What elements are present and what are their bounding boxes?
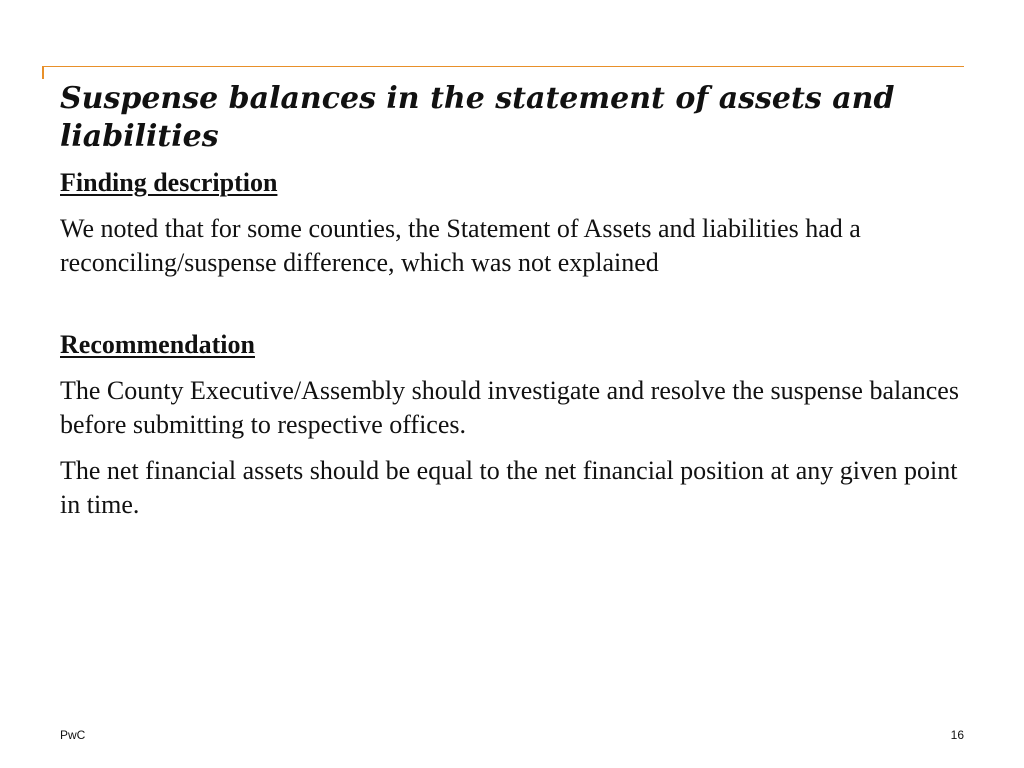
title-corner-tick (42, 66, 44, 79)
recommendation-paragraph: The County Executive/Assembly should investigate and resolve the suspense balances before submitting to respective offices. (60, 376, 959, 439)
recommendation-paragraph: The net financial assets should be equal to the net financial position at any given point in time. (60, 456, 958, 519)
slide-body (60, 166, 980, 522)
page-number: 16 (950, 728, 964, 742)
finding-text: We noted that for some counties, the Statement of Assets and liabilities had a reconciling/suspense difference, which was not explained (60, 214, 861, 277)
title-divider-line (42, 66, 964, 67)
finding-heading: Finding description (60, 168, 278, 197)
recommendation-heading: Recommendation (60, 330, 255, 359)
footer-brand: PwC (60, 728, 86, 742)
slide-title: Suspense balances in the statement of assets and liabilities (60, 81, 895, 154)
section-spacer (60, 280, 980, 328)
